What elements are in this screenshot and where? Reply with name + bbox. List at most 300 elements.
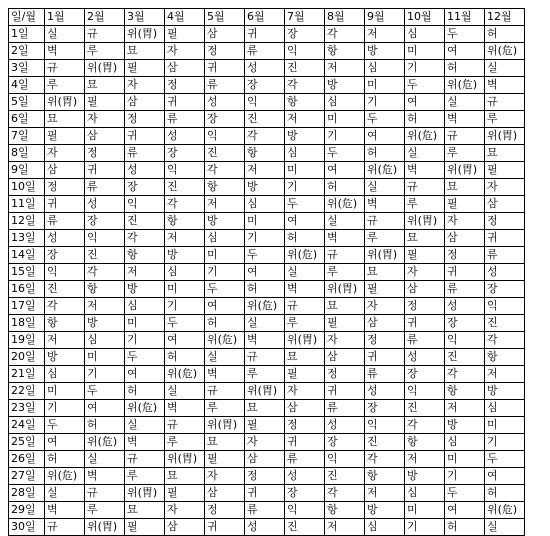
table-cell: 미: [485, 417, 525, 434]
table-cell: 항: [45, 315, 85, 332]
row-label-cell: 3일: [9, 60, 45, 77]
table-cell: 벽: [365, 196, 405, 213]
table-cell: 저: [405, 451, 445, 468]
table-cell: 익: [205, 128, 245, 145]
table-cell: 귀: [165, 94, 205, 111]
table-cell: 규: [365, 213, 405, 230]
table-cell: 묘: [125, 43, 165, 60]
table-cell: 여: [405, 94, 445, 111]
row-label-cell: 24일: [9, 417, 45, 434]
table-cell: 위(危): [85, 434, 125, 451]
table-cell: 묘: [245, 400, 285, 417]
row-label-cell: 7일: [9, 128, 45, 145]
table-cell: 귀: [45, 196, 85, 213]
table-cell: 심: [405, 26, 445, 43]
table-cell: 방: [165, 247, 205, 264]
table-cell: 위(胃): [125, 26, 165, 43]
table-row: [9, 417, 525, 434]
table-cell: 각: [325, 485, 365, 502]
table-cell: 위(胃): [445, 162, 485, 179]
table-cell: 각: [125, 230, 165, 247]
table-cell: 규: [285, 298, 325, 315]
table-cell: 성: [85, 196, 125, 213]
table-cell: 위(胃): [285, 332, 325, 349]
table-cell: 실: [125, 417, 165, 434]
table-cell: 류: [125, 145, 165, 162]
row-label-cell: 25일: [9, 434, 45, 451]
table-cell: 삼: [165, 519, 205, 536]
table-cell: 기: [285, 179, 325, 196]
table-cell: 두: [485, 451, 525, 468]
table-row: [9, 366, 525, 383]
table-cell: 허: [45, 451, 85, 468]
table-cell: 위(危): [285, 247, 325, 264]
table-cell: 정: [45, 179, 85, 196]
table-cell: 기: [125, 332, 165, 349]
table-cell: 삼: [205, 26, 245, 43]
table-cell: 위(危): [165, 366, 205, 383]
table-cell: 10월: [405, 9, 445, 26]
table-cell: 장: [125, 179, 165, 196]
table-cell: 항: [125, 247, 165, 264]
table-cell: 심: [125, 298, 165, 315]
table-cell: 장: [405, 366, 445, 383]
table-cell: 위(胃): [45, 94, 85, 111]
table-cell: 기: [405, 519, 445, 536]
table-cell: 진: [485, 315, 525, 332]
table-cell: 성: [325, 417, 365, 434]
table-cell: 미: [245, 213, 285, 230]
table-row: [9, 383, 525, 400]
table-cell: 귀: [245, 485, 285, 502]
table-cell: 루: [445, 145, 485, 162]
table-cell: 심: [85, 332, 125, 349]
table-cell: 필: [405, 247, 445, 264]
table-row: [9, 213, 525, 230]
table-cell: 벽: [485, 77, 525, 94]
table-cell: 묘: [365, 264, 405, 281]
table-cell: 장: [285, 26, 325, 43]
table-cell: 장: [485, 281, 525, 298]
table-cell: 귀: [205, 519, 245, 536]
table-cell: 허: [85, 417, 125, 434]
table-cell: 2월: [85, 9, 125, 26]
row-label-cell: 19일: [9, 332, 45, 349]
table-cell: 여: [165, 332, 205, 349]
table-cell: 삼: [245, 451, 285, 468]
table-cell: 자: [125, 77, 165, 94]
table-cell: 삼: [85, 128, 125, 145]
table-cell: 귀: [285, 434, 325, 451]
table-row: [9, 451, 525, 468]
table-cell: 허: [205, 315, 245, 332]
table-cell: 자: [285, 383, 325, 400]
table-cell: 기: [485, 434, 525, 451]
table-cell: 위(胃): [245, 383, 285, 400]
table-cell: 귀: [205, 60, 245, 77]
table-cell: 저: [365, 485, 405, 502]
table-cell: 방: [205, 213, 245, 230]
table-cell: 진: [405, 400, 445, 417]
table-cell: 방: [365, 502, 405, 519]
table-cell: 위(胃): [125, 485, 165, 502]
table-cell: 류: [205, 77, 245, 94]
table-cell: 류: [485, 247, 525, 264]
table-cell: 항: [165, 213, 205, 230]
table-cell: 필: [445, 196, 485, 213]
table-cell: 두: [285, 196, 325, 213]
row-label-cell: 2일: [9, 43, 45, 60]
row-label-cell: 29일: [9, 502, 45, 519]
table-cell: 성: [205, 94, 245, 111]
table-cell: 장: [85, 213, 125, 230]
table-cell: 방: [125, 281, 165, 298]
table-cell: 실: [45, 485, 85, 502]
table-cell: 장: [45, 247, 85, 264]
table-cell: 미: [205, 247, 245, 264]
table-cell: 규: [85, 485, 125, 502]
row-label-cell: 6일: [9, 111, 45, 128]
table-cell: 항: [325, 43, 365, 60]
table-cell: 삼: [125, 94, 165, 111]
row-label-cell: 22일: [9, 383, 45, 400]
table-cell: 자: [165, 43, 205, 60]
table-row: [9, 60, 525, 77]
table-cell: 미: [445, 451, 485, 468]
table-cell: 익: [85, 230, 125, 247]
row-label-cell: 일/월: [9, 9, 45, 26]
table-cell: 자: [405, 264, 445, 281]
table-cell: 4월: [165, 9, 205, 26]
table-cell: 두: [445, 26, 485, 43]
table-cell: 루: [245, 366, 285, 383]
table-cell: 여: [45, 434, 85, 451]
table-cell: 진: [165, 179, 205, 196]
table-cell: 장: [365, 400, 405, 417]
table-cell: 위(胃): [325, 281, 365, 298]
table-cell: 기: [245, 230, 285, 247]
table-cell: 기: [165, 298, 205, 315]
row-label-cell: 4일: [9, 77, 45, 94]
table-cell: 실: [365, 179, 405, 196]
table-cell: 12월: [485, 9, 525, 26]
table-cell: 기: [405, 60, 445, 77]
table-cell: 실: [405, 145, 445, 162]
row-label-cell: 11일: [9, 196, 45, 213]
table-cell: 삼: [165, 60, 205, 77]
table-cell: 7월: [285, 9, 325, 26]
table-row: [9, 43, 525, 60]
table-cell: 벽: [45, 43, 85, 60]
table-cell: 익: [125, 196, 165, 213]
row-label-cell: 20일: [9, 349, 45, 366]
table-cell: 실: [85, 451, 125, 468]
table-row: [9, 434, 525, 451]
table-cell: 삼: [485, 196, 525, 213]
table-cell: 허: [245, 281, 285, 298]
table-cell: 항: [325, 502, 365, 519]
table-cell: 여: [245, 264, 285, 281]
table-row: [9, 196, 525, 213]
table-cell: 묘: [285, 349, 325, 366]
row-label-cell: 18일: [9, 315, 45, 332]
table-row: [9, 298, 525, 315]
table-cell: 여: [365, 128, 405, 145]
row-label-cell: 30일: [9, 519, 45, 536]
table-cell: 항: [205, 179, 245, 196]
calendar-table: [8, 8, 525, 536]
table-row: [9, 230, 525, 247]
table-cell: 방: [245, 179, 285, 196]
table-cell: 두: [405, 77, 445, 94]
table-cell: 각: [365, 451, 405, 468]
table-cell: 자: [85, 111, 125, 128]
table-cell: 미: [165, 281, 205, 298]
row-label-cell: 14일: [9, 247, 45, 264]
table-cell: 실: [245, 315, 285, 332]
table-cell: 벽: [45, 502, 85, 519]
table-cell: 여: [445, 43, 485, 60]
row-label-cell: 17일: [9, 298, 45, 315]
table-cell: 위(危): [485, 43, 525, 60]
table-cell: 심: [405, 485, 445, 502]
table-cell: 저: [325, 519, 365, 536]
table-row: [9, 179, 525, 196]
table-cell: 저: [365, 26, 405, 43]
table-cell: 익: [45, 264, 85, 281]
table-row: [9, 162, 525, 179]
table-cell: 각: [485, 332, 525, 349]
table-cell: 삼: [445, 230, 485, 247]
table-cell: 규: [165, 417, 205, 434]
table-cell: 삼: [325, 349, 365, 366]
table-cell: 필: [365, 281, 405, 298]
table-row: [9, 247, 525, 264]
table-cell: 자: [205, 468, 245, 485]
table-cell: 두: [85, 383, 125, 400]
table-cell: 성: [165, 128, 205, 145]
table-cell: 기: [205, 264, 245, 281]
row-label-cell: 8일: [9, 145, 45, 162]
table-cell: 진: [85, 247, 125, 264]
table-cell: 필: [325, 315, 365, 332]
table-cell: 기: [445, 468, 485, 485]
table-cell: 두: [445, 485, 485, 502]
table-row: [9, 468, 525, 485]
table-cell: 위(胃): [165, 451, 205, 468]
table-cell: 귀: [85, 162, 125, 179]
table-cell: 3월: [125, 9, 165, 26]
table-cell: 류: [245, 43, 285, 60]
table-cell: 저: [485, 366, 525, 383]
table-cell: 허: [165, 349, 205, 366]
table-row: [9, 264, 525, 281]
table-cell: 루: [405, 196, 445, 213]
table-cell: 류: [405, 332, 445, 349]
table-cell: 심: [325, 94, 365, 111]
table-cell: 자: [485, 179, 525, 196]
table-cell: 항: [445, 383, 485, 400]
table-row: [9, 145, 525, 162]
table-cell: 자: [325, 332, 365, 349]
table-cell: 성: [485, 264, 525, 281]
table-cell: 성: [285, 468, 325, 485]
table-cell: 항: [245, 145, 285, 162]
table-cell: 여: [445, 502, 485, 519]
table-cell: 성: [245, 60, 285, 77]
table-cell: 진: [285, 60, 325, 77]
table-cell: 허: [445, 519, 485, 536]
table-cell: 저: [205, 196, 245, 213]
table-cell: 루: [165, 434, 205, 451]
table-cell: 익: [285, 43, 325, 60]
table-cell: 1월: [45, 9, 85, 26]
table-cell: 익: [405, 383, 445, 400]
table-cell: 방: [445, 417, 485, 434]
table-cell: 필: [205, 451, 245, 468]
table-cell: 저: [85, 298, 125, 315]
table-cell: 정: [485, 213, 525, 230]
table-cell: 위(危): [485, 502, 525, 519]
table-cell: 각: [405, 417, 445, 434]
table-cell: 삼: [285, 400, 325, 417]
table-cell: 미: [285, 162, 325, 179]
table-cell: 허: [285, 230, 325, 247]
table-cell: 규: [125, 451, 165, 468]
table-cell: 류: [45, 213, 85, 230]
row-label-cell: 26일: [9, 451, 45, 468]
table-cell: 류: [325, 400, 365, 417]
table-cell: 류: [165, 111, 205, 128]
table-cell: 필: [245, 417, 285, 434]
table-cell: 5월: [205, 9, 245, 26]
table-cell: 진: [205, 145, 245, 162]
table-cell: 8월: [325, 9, 365, 26]
table-row: [9, 26, 525, 43]
table-cell: 위(胃): [85, 60, 125, 77]
table-row: [9, 400, 525, 417]
header-row: [9, 9, 525, 26]
table-cell: 장: [325, 434, 365, 451]
table-cell: 항: [365, 468, 405, 485]
table-cell: 정: [205, 43, 245, 60]
table-cell: 익: [365, 417, 405, 434]
row-label-cell: 28일: [9, 485, 45, 502]
table-cell: 심: [45, 366, 85, 383]
table-cell: 묘: [165, 468, 205, 485]
table-cell: 벽: [245, 332, 285, 349]
table-cell: 귀: [485, 230, 525, 247]
row-label-cell: 12일: [9, 213, 45, 230]
table-cell: 류: [245, 502, 285, 519]
table-cell: 자: [245, 434, 285, 451]
table-cell: 삼: [405, 281, 445, 298]
table-cell: 규: [45, 519, 85, 536]
table-cell: 방: [325, 77, 365, 94]
table-cell: 위(危): [245, 298, 285, 315]
table-cell: 익: [445, 332, 485, 349]
table-cell: 규: [85, 26, 125, 43]
table-cell: 기: [45, 400, 85, 417]
table-cell: 두: [205, 281, 245, 298]
table-cell: 장: [445, 315, 485, 332]
table-cell: 두: [165, 315, 205, 332]
table-cell: 두: [45, 417, 85, 434]
table-cell: 허: [405, 111, 445, 128]
table-cell: 허: [125, 383, 165, 400]
table-cell: 삼: [365, 315, 405, 332]
table-cell: 루: [485, 111, 525, 128]
table-cell: 진: [125, 213, 165, 230]
table-cell: 방: [85, 315, 125, 332]
table-cell: 성: [445, 298, 485, 315]
table-cell: 벽: [445, 111, 485, 128]
table-cell: 진: [325, 468, 365, 485]
table-cell: 장: [165, 145, 205, 162]
table-cell: 귀: [325, 383, 365, 400]
row-label-cell: 5일: [9, 94, 45, 111]
table-cell: 익: [285, 502, 325, 519]
table-cell: 9월: [365, 9, 405, 26]
table-cell: 기: [365, 94, 405, 111]
table-cell: 진: [285, 519, 325, 536]
table-cell: 성: [405, 349, 445, 366]
table-cell: 귀: [125, 128, 165, 145]
table-cell: 묘: [85, 77, 125, 94]
table-cell: 정: [285, 417, 325, 434]
table-cell: 여: [325, 162, 365, 179]
table-cell: 각: [245, 128, 285, 145]
table-cell: 정: [445, 247, 485, 264]
table-cell: 벽: [165, 400, 205, 417]
table-row: [9, 77, 525, 94]
table-cell: 류: [445, 281, 485, 298]
row-label-cell: 13일: [9, 230, 45, 247]
table-cell: 정: [85, 145, 125, 162]
table-cell: 여: [125, 366, 165, 383]
table-cell: 각: [85, 264, 125, 281]
table-cell: 미: [325, 111, 365, 128]
table-cell: 필: [485, 162, 525, 179]
table-cell: 실: [165, 383, 205, 400]
table-cell: 미: [365, 77, 405, 94]
table-cell: 기: [325, 128, 365, 145]
table-cell: 방: [45, 349, 85, 366]
table-cell: 심: [365, 60, 405, 77]
row-label-cell: 27일: [9, 468, 45, 485]
table-cell: 장: [205, 111, 245, 128]
table-cell: 방: [485, 383, 525, 400]
table-cell: 여: [205, 298, 245, 315]
table-cell: 진: [365, 434, 405, 451]
table-cell: 묘: [205, 434, 245, 451]
table-cell: 항: [285, 94, 325, 111]
table-cell: 류: [85, 179, 125, 196]
table-cell: 여: [85, 400, 125, 417]
table-cell: 루: [45, 77, 85, 94]
table-cell: 실: [45, 26, 85, 43]
table-cell: 익: [325, 451, 365, 468]
table-cell: 위(危): [405, 128, 445, 145]
table-cell: 루: [365, 230, 405, 247]
table-cell: 장: [245, 77, 285, 94]
table-cell: 묘: [485, 145, 525, 162]
table-cell: 실: [485, 519, 525, 536]
row-label-cell: 1일: [9, 26, 45, 43]
table-row: [9, 111, 525, 128]
table-cell: 정: [125, 111, 165, 128]
table-cell: 규: [325, 247, 365, 264]
